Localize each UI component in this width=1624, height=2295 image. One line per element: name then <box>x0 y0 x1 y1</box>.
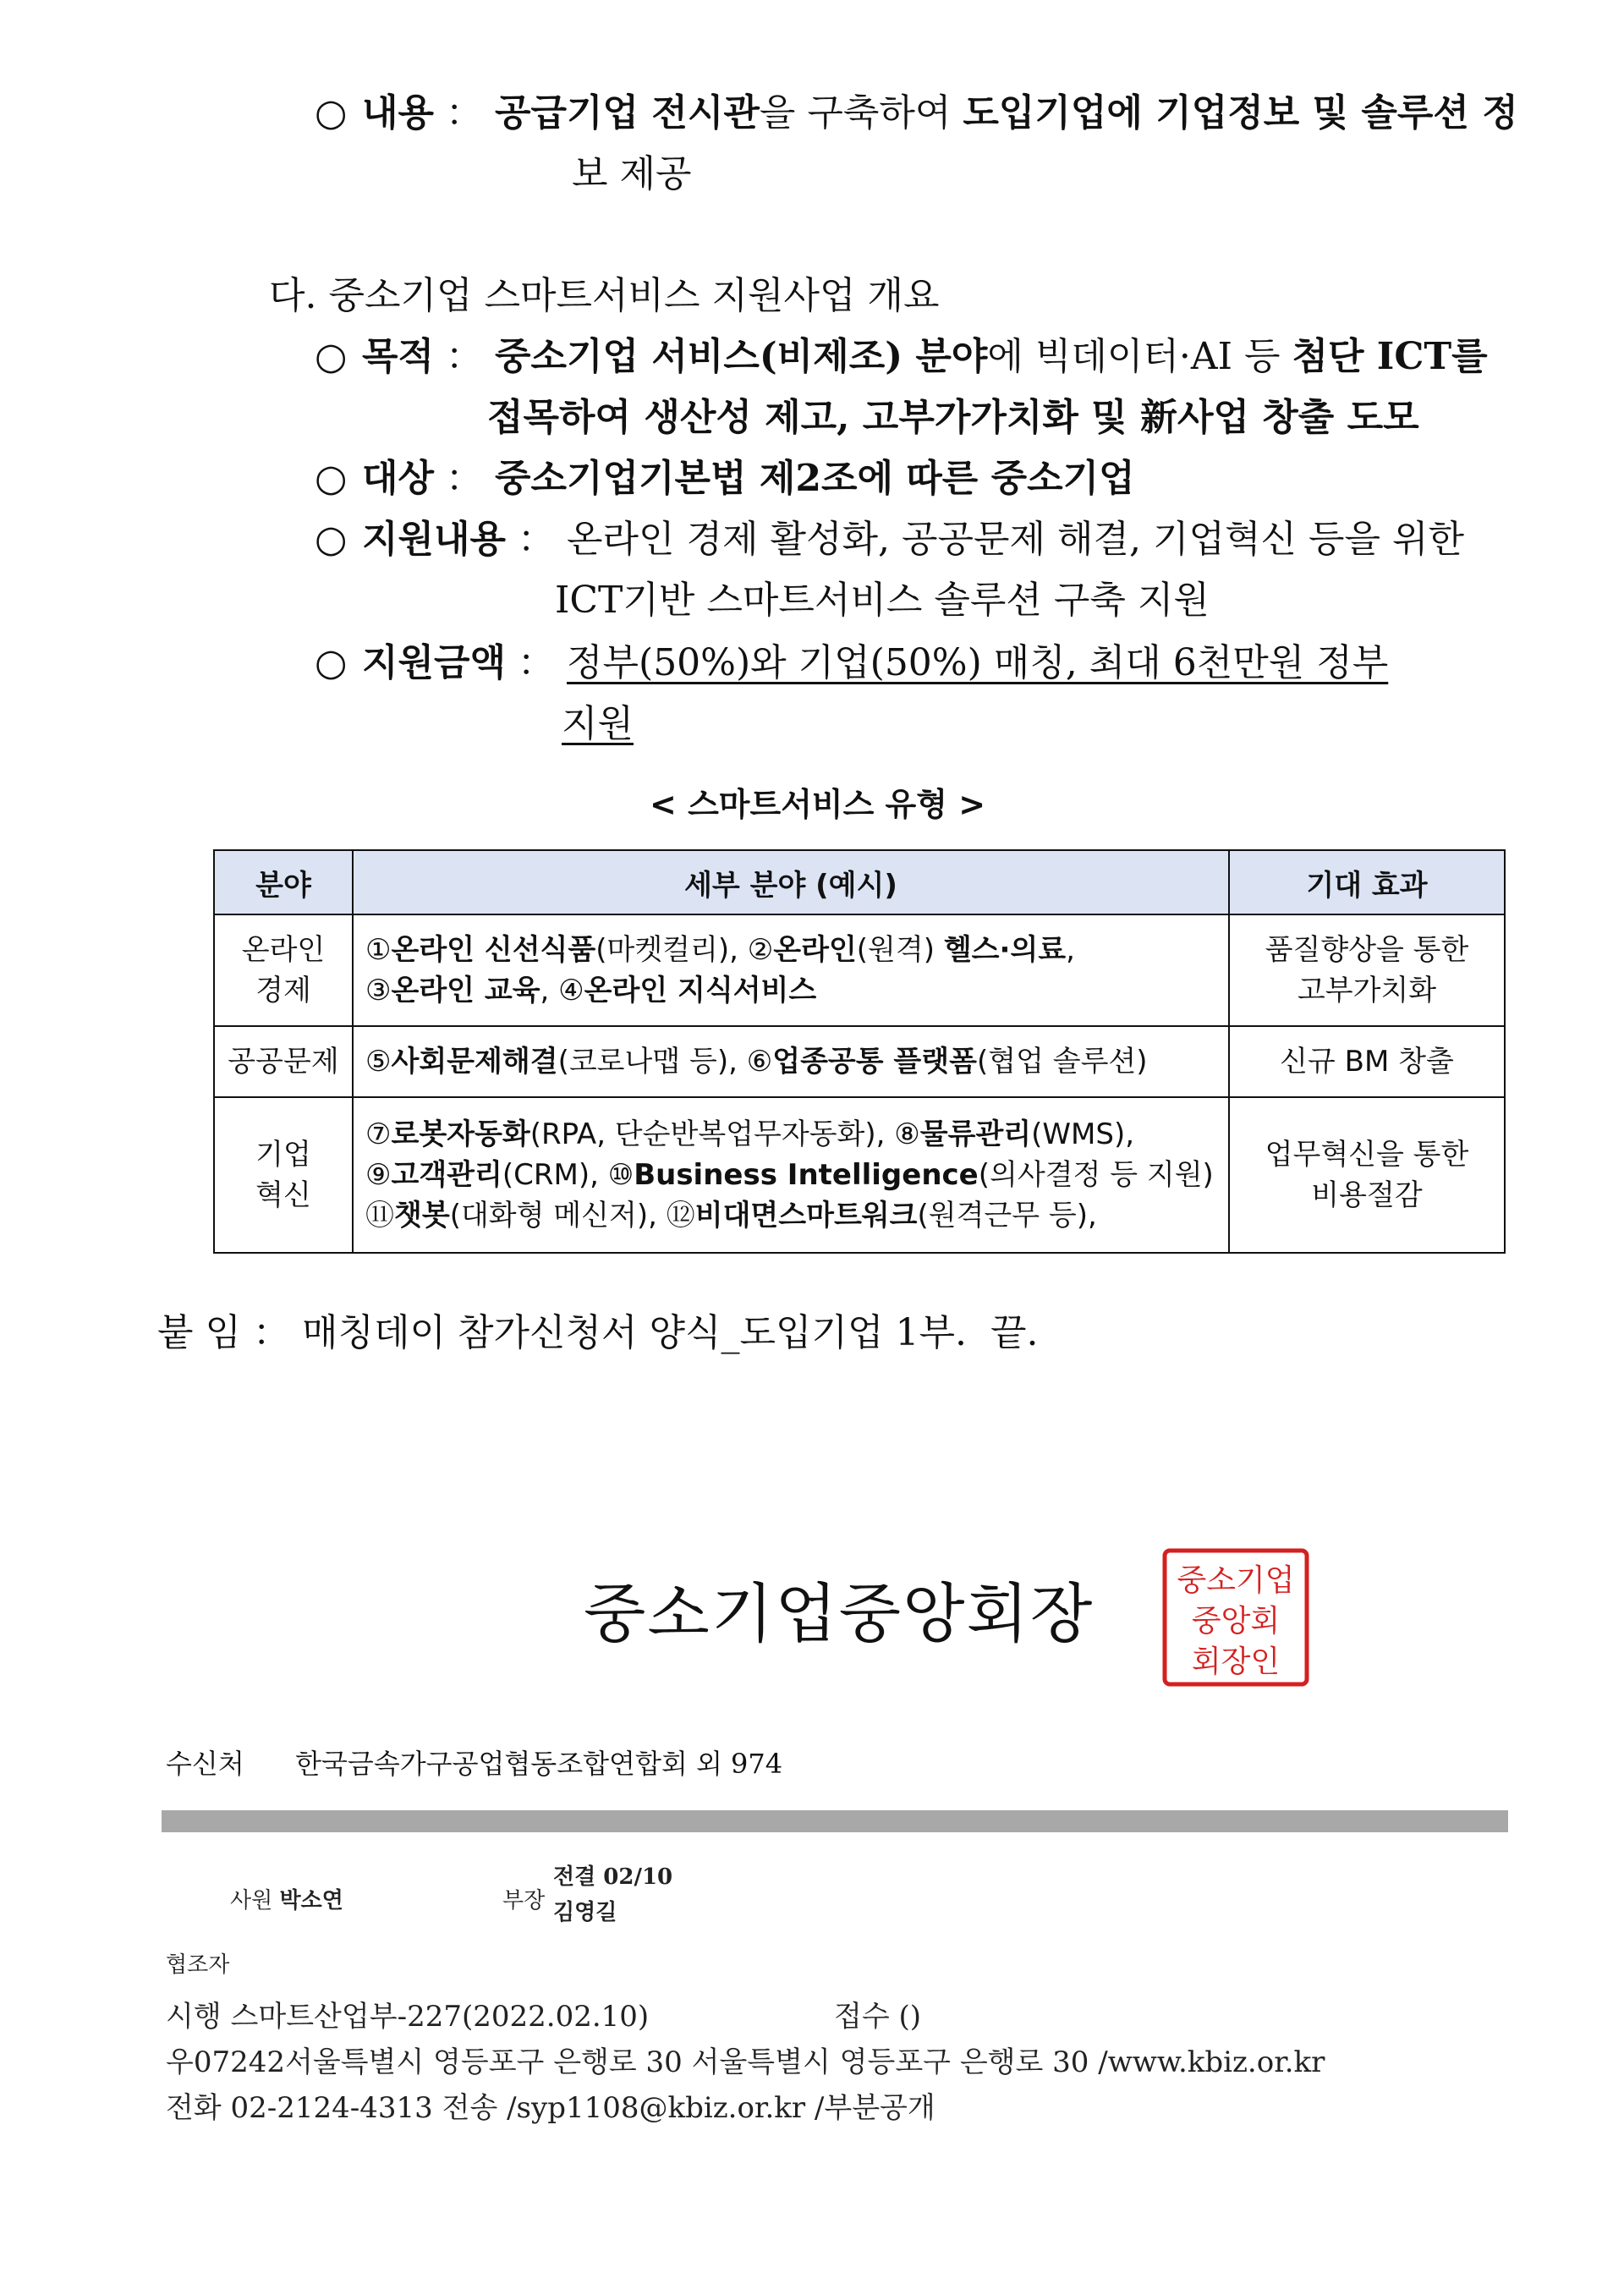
field-cell <box>214 914 353 1026</box>
table-row <box>214 1026 1505 1097</box>
table-row <box>214 1097 1505 1253</box>
staff-role: 사원 <box>230 1888 273 1913</box>
receipt-label: 접수 <box>834 2000 890 2034</box>
detail-segment: (원격근무 등), <box>917 1199 1097 1233</box>
support-amount-line-2: 지원 <box>562 702 634 745</box>
detail-line <box>365 1114 1216 1155</box>
intro-line-1 <box>315 90 1518 137</box>
attachment-text: 매칭데이 참가신청서 양식_도입기업 1부. <box>302 1311 968 1354</box>
intro-label: 내용 <box>362 91 435 135</box>
effect-line: 고부가치화 <box>1297 974 1437 1007</box>
manager-role: 부장 <box>502 1888 546 1913</box>
bullet: ○ <box>315 641 348 684</box>
recipient-value: 한국금속가구공업협동조합연합회 외 974 <box>295 1748 783 1780</box>
detail-segment: ① <box>365 933 392 967</box>
detail-segment: (대화형 메신저), ⑫ <box>449 1199 695 1233</box>
detail-segment: 로봇자동화 <box>391 1117 530 1151</box>
target-text: 중소기업기본법 제2조에 따른 중소기업 <box>495 457 1135 500</box>
sender-title: 중소기업중앙회장 <box>584 1576 1095 1651</box>
field-line: 기업 <box>255 1138 311 1172</box>
detail-line <box>365 1041 1216 1082</box>
detail-segment: 비대면스마트워크 <box>694 1199 918 1233</box>
field-line: 공공문제 <box>228 1045 339 1079</box>
section-heading: 다. 중소기업 스마트서비스 지원사업 개요 <box>269 274 940 317</box>
header-detail: 세부 분야 (예시) <box>353 850 1229 914</box>
attachment-label: 붙 임 <box>157 1311 241 1354</box>
detail-segment: ③ <box>365 974 392 1007</box>
purpose-line-2: 접목하여 생산성 제고, 고부가가치화 및 新사업 창출 도모 <box>487 396 1419 439</box>
support-content-line-1 <box>315 516 1464 563</box>
detail-segment: (마켓컬리), ② <box>595 933 774 967</box>
detail-segment: , ④ <box>540 974 584 1007</box>
receipt-line <box>834 1993 921 2034</box>
detail-segment: 사회문제해결 <box>391 1045 558 1079</box>
effect-line: 비용절감 <box>1311 1178 1423 1212</box>
intro-text-b: 전시관 <box>651 91 760 135</box>
support-amount-label: 지원금액 <box>362 641 507 684</box>
detail-line <box>365 1155 1216 1195</box>
effect-line: 업무혁신을 통한 <box>1265 1138 1469 1172</box>
table-caption: < 스마트서비스 유형 > <box>650 786 986 823</box>
effect-line: 신규 BM 창출 <box>1280 1045 1454 1079</box>
receipt-value: () <box>898 2000 922 2034</box>
purpose-text-c: 첨단 ICT를 <box>1292 335 1488 378</box>
detail-segment: , <box>1066 933 1075 967</box>
detail-segment: ⑪ <box>365 1199 394 1233</box>
field-cell <box>214 1097 353 1253</box>
enforce-label: 시행 <box>166 2000 222 2034</box>
detail-segment: Business Intelligence <box>634 1158 979 1192</box>
target-line <box>315 455 1135 502</box>
purpose-label: 목적 <box>362 335 435 378</box>
header-effect: 기대 효과 <box>1229 850 1505 914</box>
detail-segment: 업종공통 플랫폼 <box>772 1045 977 1079</box>
bullet: ○ <box>315 518 348 561</box>
detail-segment: 온라인 지식서비스 <box>584 974 817 1007</box>
seal-graphic <box>1162 1548 1309 1687</box>
support-content-separator: ： <box>518 518 556 561</box>
detail-cell <box>353 1097 1229 1253</box>
detail-line <box>365 970 1216 1011</box>
target-label: 대상 <box>362 457 435 500</box>
official-seal <box>1162 1548 1309 1687</box>
table-header-row <box>214 850 1505 914</box>
seal-text: 회장인 <box>1191 1644 1281 1679</box>
address-line: 우07242서울특별시 영등포구 은행로 30 서울특별시 영등포구 은행로 30 /www.kbiz.or.kr <box>166 2045 1325 2079</box>
intro-text-a: 공급기업 <box>495 91 652 135</box>
detail-segment: (의사결정 등 지원) <box>978 1158 1214 1192</box>
detail-segment: ⑤ <box>365 1045 392 1079</box>
support-content-text: 온라인 경제 활성화, 공공문제 해결, 기업혁신 등을 위한 <box>567 518 1464 561</box>
support-content-line-2: ICT기반 스마트서비스 솔루션 구축 지원 <box>555 579 1210 622</box>
bullet: ○ <box>315 91 348 135</box>
field-line: 경제 <box>255 974 311 1007</box>
recipient-line <box>166 1743 782 1782</box>
purpose-text-b: 에 빅데이터·AI 등 <box>987 335 1292 378</box>
recipient-label: 수신처 <box>166 1748 244 1780</box>
header-field: 분야 <box>214 850 353 914</box>
detail-line <box>365 1195 1216 1236</box>
bullet: ○ <box>315 335 348 378</box>
detail-segment: (코로나맵 등), ⑥ <box>557 1045 773 1079</box>
table-row <box>214 914 1505 1026</box>
effect-cell <box>1229 914 1505 1026</box>
support-amount-line-1 <box>315 640 1388 687</box>
detail-cell <box>353 1026 1229 1097</box>
detail-segment: 온라인 신선식품 <box>391 933 596 967</box>
attachment-separator: ： <box>253 1311 290 1354</box>
support-amount-text: 정부(50%)와 기업(50%) 매칭, 최대 6천만원 정부 <box>567 641 1389 684</box>
detail-segment: 헬스·의료 <box>943 933 1067 967</box>
intro-separator: ： <box>446 91 484 135</box>
seal-text: 중소기업 <box>1177 1563 1295 1598</box>
field-cell <box>214 1026 353 1097</box>
field-line: 혁신 <box>255 1178 311 1212</box>
detail-segment: ⑦ <box>365 1117 392 1151</box>
staff-name: 박소연 <box>279 1888 343 1913</box>
detail-segment: (WMS), <box>1031 1117 1135 1151</box>
bullet: ○ <box>315 457 348 500</box>
intro-text-d: 도입기업에 기업정보 및 솔루션 정 <box>963 91 1518 135</box>
purpose-text-a: 중소기업 서비스(비제조) 분야 <box>495 335 988 378</box>
divider-bar <box>162 1810 1508 1832</box>
seal-text: 중앙회 <box>1191 1604 1281 1639</box>
support-amount-separator: ： <box>518 641 556 684</box>
manager-name: 김영길 <box>553 1900 617 1925</box>
cooperator-label: 협조자 <box>166 1952 230 1978</box>
attachment-end: 끝. <box>990 1311 1039 1354</box>
detail-line <box>365 930 1216 970</box>
detail-segment: 물류관리 <box>919 1117 1032 1151</box>
detail-segment: (협업 솔루션) <box>976 1045 1148 1079</box>
detail-segment: 온라인 <box>773 933 857 967</box>
purpose-separator: ： <box>446 335 484 378</box>
effect-cell <box>1229 1097 1505 1253</box>
manager-status: 전결 02/10 <box>553 1864 673 1890</box>
detail-segment: ⑨ <box>365 1158 392 1192</box>
detail-segment: (원격) <box>856 933 944 967</box>
smart-service-table <box>213 849 1506 1254</box>
intro-line-2: 보 제공 <box>572 152 692 195</box>
intro-text-c: 을 구축하여 <box>759 91 963 135</box>
phone-line: 전화 02-2124-4313 전송 /syp1108@kbiz.or.kr /부분공개 <box>166 2091 935 2125</box>
effect-line: 품질향상을 통한 <box>1265 933 1469 967</box>
detail-segment: 챗봇 <box>394 1199 450 1233</box>
detail-cell <box>353 914 1229 1026</box>
enforce-value: 스마트산업부-227(2022.02.10) <box>230 2000 650 2034</box>
detail-segment: (RPA, 단순반복업무자동화), ⑧ <box>529 1117 920 1151</box>
staff-approval <box>230 1883 343 1914</box>
target-separator: ： <box>446 457 484 500</box>
purpose-line-1 <box>315 333 1488 381</box>
detail-segment: (CRM), ⑩ <box>502 1158 634 1192</box>
attachment-line <box>157 1309 1039 1357</box>
enforce-line <box>166 1993 649 2034</box>
support-content-label: 지원내용 <box>362 518 507 561</box>
detail-segment: 고객관리 <box>391 1158 502 1192</box>
effect-cell <box>1229 1026 1505 1097</box>
field-line: 온라인 <box>241 933 326 967</box>
detail-segment: 온라인 교육 <box>391 974 540 1007</box>
